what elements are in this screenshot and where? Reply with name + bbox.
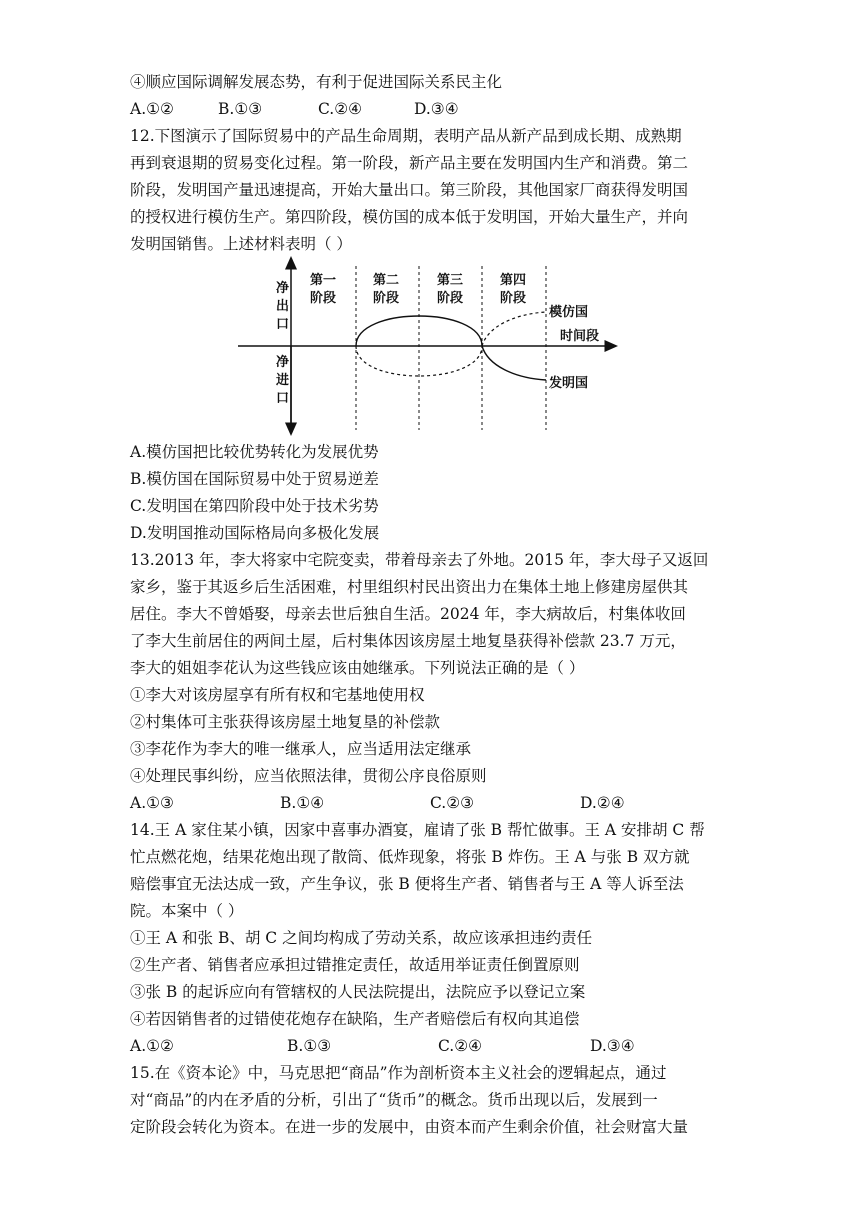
y-bottom-label-2: 进 xyxy=(276,373,290,388)
q14-options xyxy=(130,1036,730,1056)
q12-stem-line-2: 再到衰退期的贸易变化过程。第一阶段，新产品主要在发明国内生产和消费。第二 xyxy=(130,154,689,172)
y-top-label-3: 口 xyxy=(276,317,290,332)
q12-option-a[interactable]: A.模仿国把比较优势转化为发展优势 xyxy=(130,443,379,461)
q12-stem-line-5: 发明国销售。上述材料表明（ ） xyxy=(130,235,352,253)
q14-statement-2: ②生产者、销售者应承担过错推定责任，故适用举证责任倒置原则 xyxy=(130,956,580,974)
q14-option-c[interactable]: C.②④ xyxy=(438,1037,483,1055)
q13-stem-line-5: 李大的姐姐李花认为这些钱应该由她继承。下列说法正确的是（ ） xyxy=(130,659,585,677)
q13-option-c[interactable]: C.②③ xyxy=(430,794,475,812)
y-bottom-label-1: 净 xyxy=(276,355,290,370)
q13-stem-line-1: 13.2013 年，李大将家中宅院变卖，带着母亲去了外地。2015 年，李大母子又返回 xyxy=(130,551,709,569)
stage2-label-1: 第二 xyxy=(373,273,400,288)
stage3-label-1: 第三 xyxy=(437,273,464,288)
q14-option-a[interactable]: A.①② xyxy=(130,1037,174,1055)
q13-statement-1: ①李大对该房屋享有所有权和宅基地使用权 xyxy=(130,686,425,704)
q14-option-d[interactable]: D.③④ xyxy=(590,1037,635,1055)
q13-option-a[interactable]: A.①③ xyxy=(130,794,174,812)
inventor-import-curve xyxy=(482,346,546,380)
x-axis-label: 时间段 xyxy=(560,329,600,344)
q13-option-b[interactable]: B.①④ xyxy=(280,794,325,812)
q11-option-c[interactable]: C.②④ xyxy=(318,100,363,118)
q14-statement-3: ③张 B 的起诉应向有管辖权的人民法院提出，法院应予以登记立案 xyxy=(130,983,586,1001)
stage1-label-1: 第一 xyxy=(310,273,337,288)
q11-option-b[interactable]: B.①③ xyxy=(218,100,263,118)
q12-stem-line-4: 的授权进行模仿生产。第四阶段，模仿国的成本低于发明国，开始大量生产，并向 xyxy=(130,208,689,226)
q15-stem-line-1: 15.在《资本论》中，马克思把“商品”作为剖析资本主义社会的逻辑起点，通过 xyxy=(130,1064,667,1082)
q14-stem-line-3: 赔偿事宜无法达成一致，产生争议，张 B 便将生产者、销售者与王 A 等人诉至法 xyxy=(130,875,684,893)
q12-option-d[interactable]: D.发明国推动国际格局向多极化发展 xyxy=(130,524,380,542)
q14-statement-1: ①王 A 和张 B、胡 C 之间均构成了劳动关系，故应该承担违约责任 xyxy=(130,929,593,947)
q14-statement-4: ④若因销售者的过错使花炮存在缺陷，生产者赔偿后有权向其追偿 xyxy=(130,1010,580,1028)
inventor-label: 发明国 xyxy=(549,376,589,391)
q14-stem-line-1: 14.王 A 家住某小镇，因家中喜事办酒宴，雇请了张 B 帮忙做事。王 A 安排胡 C 帮 xyxy=(130,821,705,839)
q11-option-a[interactable]: A.①② xyxy=(130,100,174,118)
stage2-label-2: 阶段 xyxy=(373,291,400,306)
q12-stem-line-3: 阶段，发明国产量迅速提高，开始大量出口。第三阶段，其他国家厂商获得发明国 xyxy=(130,181,689,199)
y-top-label-1: 净 xyxy=(276,281,290,296)
q14-stem-line-4: 院。本案中（ ） xyxy=(130,902,244,920)
y-top-label-2: 出 xyxy=(276,299,290,314)
stage4-label-1: 第四 xyxy=(500,273,527,288)
q15-stem-line-3: 定阶段会转化为资本。在进一步的发展中，由资本而产生剩余价值，社会财富大量 xyxy=(130,1118,689,1136)
y-bottom-label-3: 口 xyxy=(276,391,290,406)
q13-stem-line-3: 居住。李大不曾婚娶，母亲去世后独自生活。2024 年，李大病故后，村集体收回 xyxy=(130,605,686,623)
q13-statement-2: ②村集体可主张获得该房屋土地复垦的补偿款 xyxy=(130,713,441,731)
q14-stem-line-2: 忙点燃花炮，结果花炮出现了散筒、低炸现象，将张 B 炸伤。王 A 与张 B 双方就 xyxy=(130,848,690,866)
q13-statement-4: ④处理民事纠纷，应当依照法律，贯彻公序良俗原则 xyxy=(130,767,487,785)
q13-stem-line-4: 了李大生前居住的两间土屋，后村集体因该房屋土地复垦获得补偿款 23.7 万元， xyxy=(130,632,686,650)
q13-statement-3: ③李花作为李大的唯一继承人，应当适用法定继承 xyxy=(130,740,472,758)
q13-stem-line-2: 家乡，鉴于其返乡后生活困难，村里组织村民出资出力在集体土地上修建房屋供其 xyxy=(130,578,689,596)
q12-option-b[interactable]: B.模仿国在国际贸易中处于贸易逆差 xyxy=(130,470,379,488)
stage4-label-2: 阶段 xyxy=(500,291,527,306)
q12-option-c[interactable]: C.发明国在第四阶段中处于技术劣势 xyxy=(130,497,379,515)
stage3-label-2: 阶段 xyxy=(437,291,464,306)
product-life-cycle-diagram xyxy=(0,0,860,440)
q13-option-d[interactable]: D.②④ xyxy=(580,794,625,812)
q11-option-d[interactable]: D.③④ xyxy=(414,100,459,118)
q11-statement-4: ④顺应国际调解发展态势，有利于促进国际关系民主化 xyxy=(130,73,503,91)
imitator-export-curve xyxy=(482,312,546,346)
q15-stem-line-2: 对“商品”的内在矛盾的分析，引出了“货币”的概念。货币出现以后，发展到一 xyxy=(130,1091,658,1109)
imitator-label: 模仿国 xyxy=(549,305,589,320)
stage1-label-2: 阶段 xyxy=(310,291,337,306)
q12-stem-line-1: 12.下图演示了国际贸易中的产品生命周期，表明产品从新产品到成长期、成熟期 xyxy=(130,127,682,145)
q13-options xyxy=(130,793,730,813)
q14-option-b[interactable]: B.①③ xyxy=(287,1037,332,1055)
